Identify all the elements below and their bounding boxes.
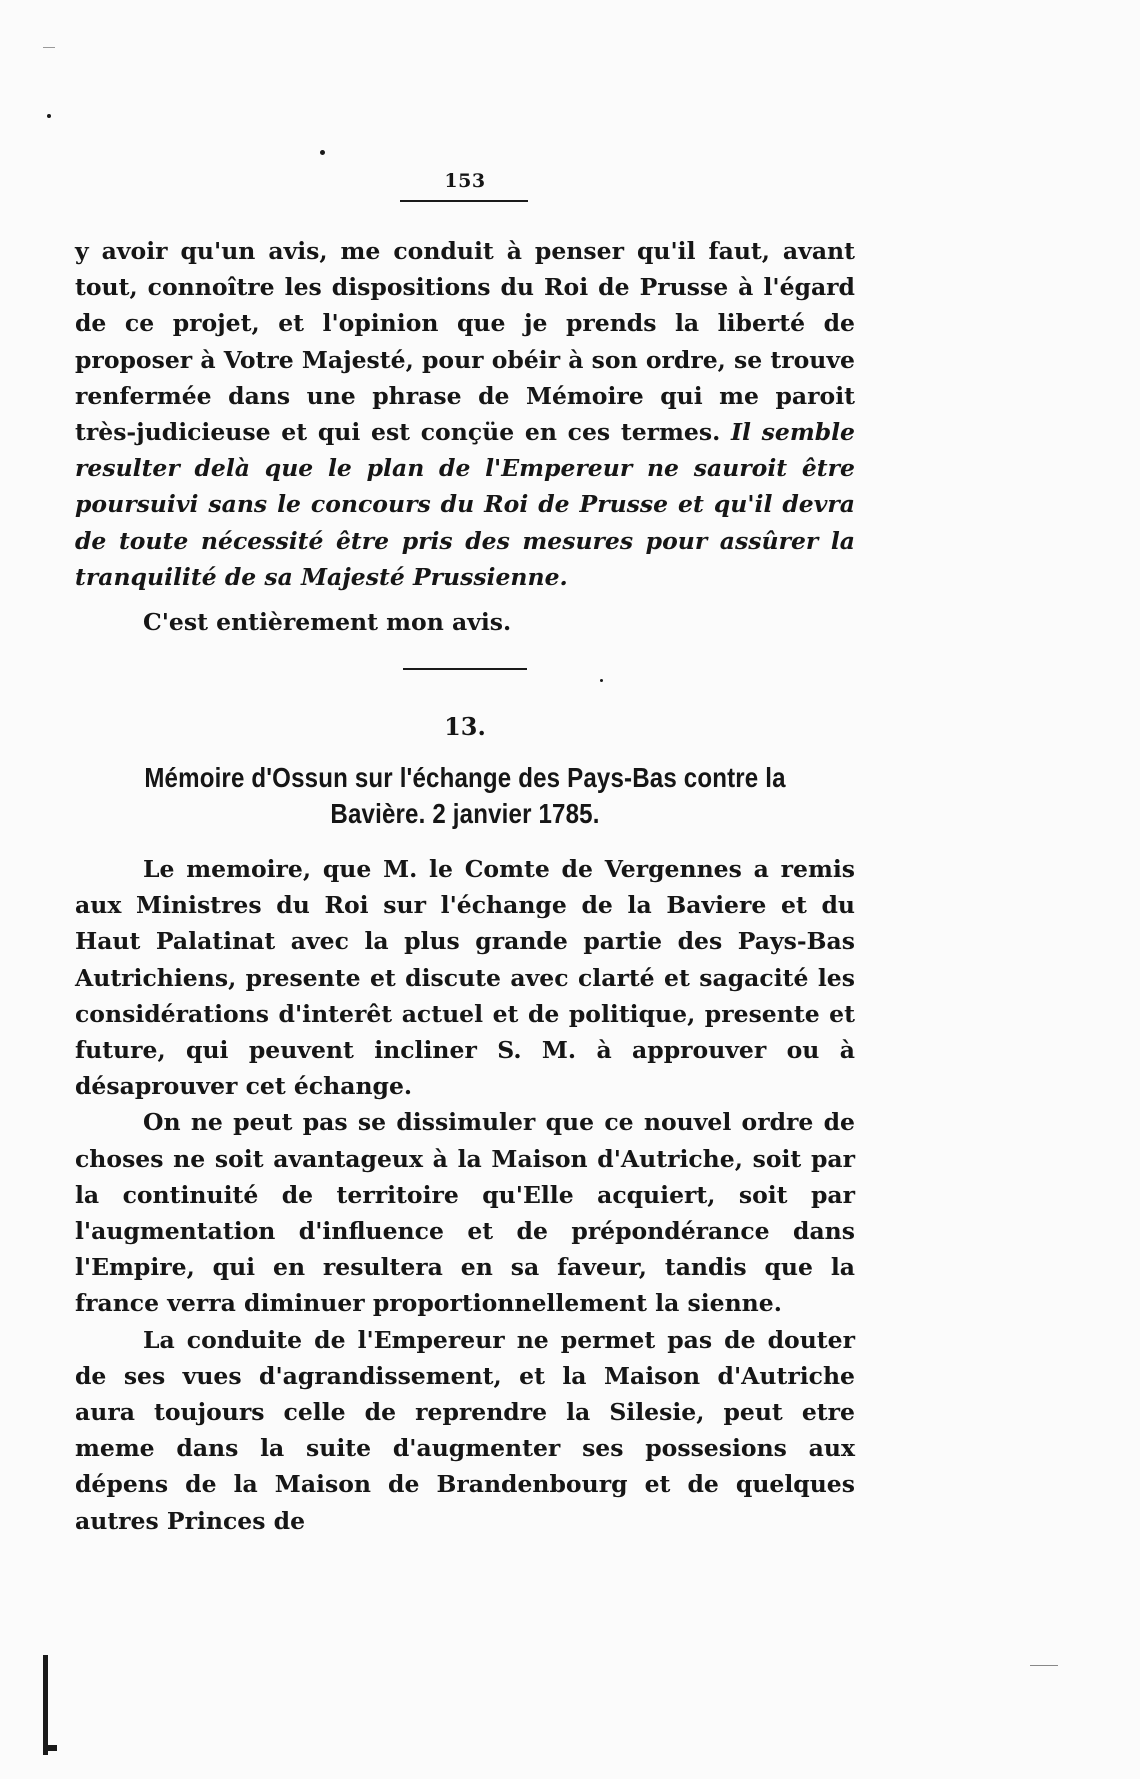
document-number: 13. <box>444 712 486 741</box>
quoted-italic-text: Il semble resulter delà que le plan de l'Empereur ne sauroit être poursuivi sans le concours du Roi de Prusse et qu'il devra de toute nécessité être pris des mesures pour assûrer la tranquilité de sa Majesté Prussienne. <box>75 418 855 591</box>
scan-speck <box>43 47 55 48</box>
body-paragraph-2: On ne peut pas se dissimuler que ce nouvel ordre de choses ne soit avantageux à la Maison d'Autriche, soit par la continuité de territoire qu'Elle acquiert, soit par l'augmentation d'influence et de prépondérance dans l'Empire, qui en resultera en sa faveur, tandis que la france verra diminuer proportionnellement la sienne. <box>75 1108 855 1318</box>
closing-sentence: C'est entièrement mon avis. <box>143 608 512 636</box>
heading-line-2: Bavière. 2 janvier 1785. <box>330 798 600 829</box>
paragraph-roman-text: y avoir qu'un avis, me conduit à penser qu'il faut, avant tout, connoître les dispositions du Roi de Prusse à l'égard de ce projet, et l'opinion que je prends la liberté de proposer à Votre Majesté, pour obéir à son ordre, se trouve renfermée dans une phrase de Mémoire qui me paroit très-judicieuse et qui est conçüe en ces termes. <box>75 237 855 447</box>
scan-speck <box>320 150 325 155</box>
header-rule <box>400 200 528 202</box>
continued-text-block <box>75 233 855 595</box>
body-paragraph-3: La conduite de l'Empereur ne permet pas de douter de ses vues d'agrandissement, et la Maison d'Autriche aura toujours celle de reprendre la Silesie, peut etre meme dans la suite d'augmenter ses possesions aux dépens de la Maison de Brandenbourg et de quelques autres Princes de <box>75 1325 855 1535</box>
scan-edge-mark <box>43 1655 48 1755</box>
scan-speck <box>47 114 51 118</box>
continued-paragraph <box>75 233 855 595</box>
document-heading <box>130 760 801 832</box>
heading-line-1: Mémoire d'Ossun sur l'échange des Pays-Bas contre la <box>144 762 786 793</box>
scan-speck <box>600 679 603 682</box>
scan-speck <box>1030 1665 1058 1666</box>
page-number: 153 <box>444 170 486 192</box>
section-separator-rule <box>403 668 527 670</box>
scan-edge-mark <box>43 1745 57 1751</box>
body-paragraph-1: Le memoire, que M. le Comte de Vergennes a remis aux Ministres du Roi sur l'échange de la Baviere et du Haut Palatinat avec la plus grande partie des Pays-Bas Autrichiens, presente et discute avec clarté et sagacité les considérations d'interêt actuel et de politique, presente et future, qui peuvent incliner S. M. à approuver ou à désaprouver cet échange. <box>75 855 855 1101</box>
memoir-body <box>75 851 855 1539</box>
